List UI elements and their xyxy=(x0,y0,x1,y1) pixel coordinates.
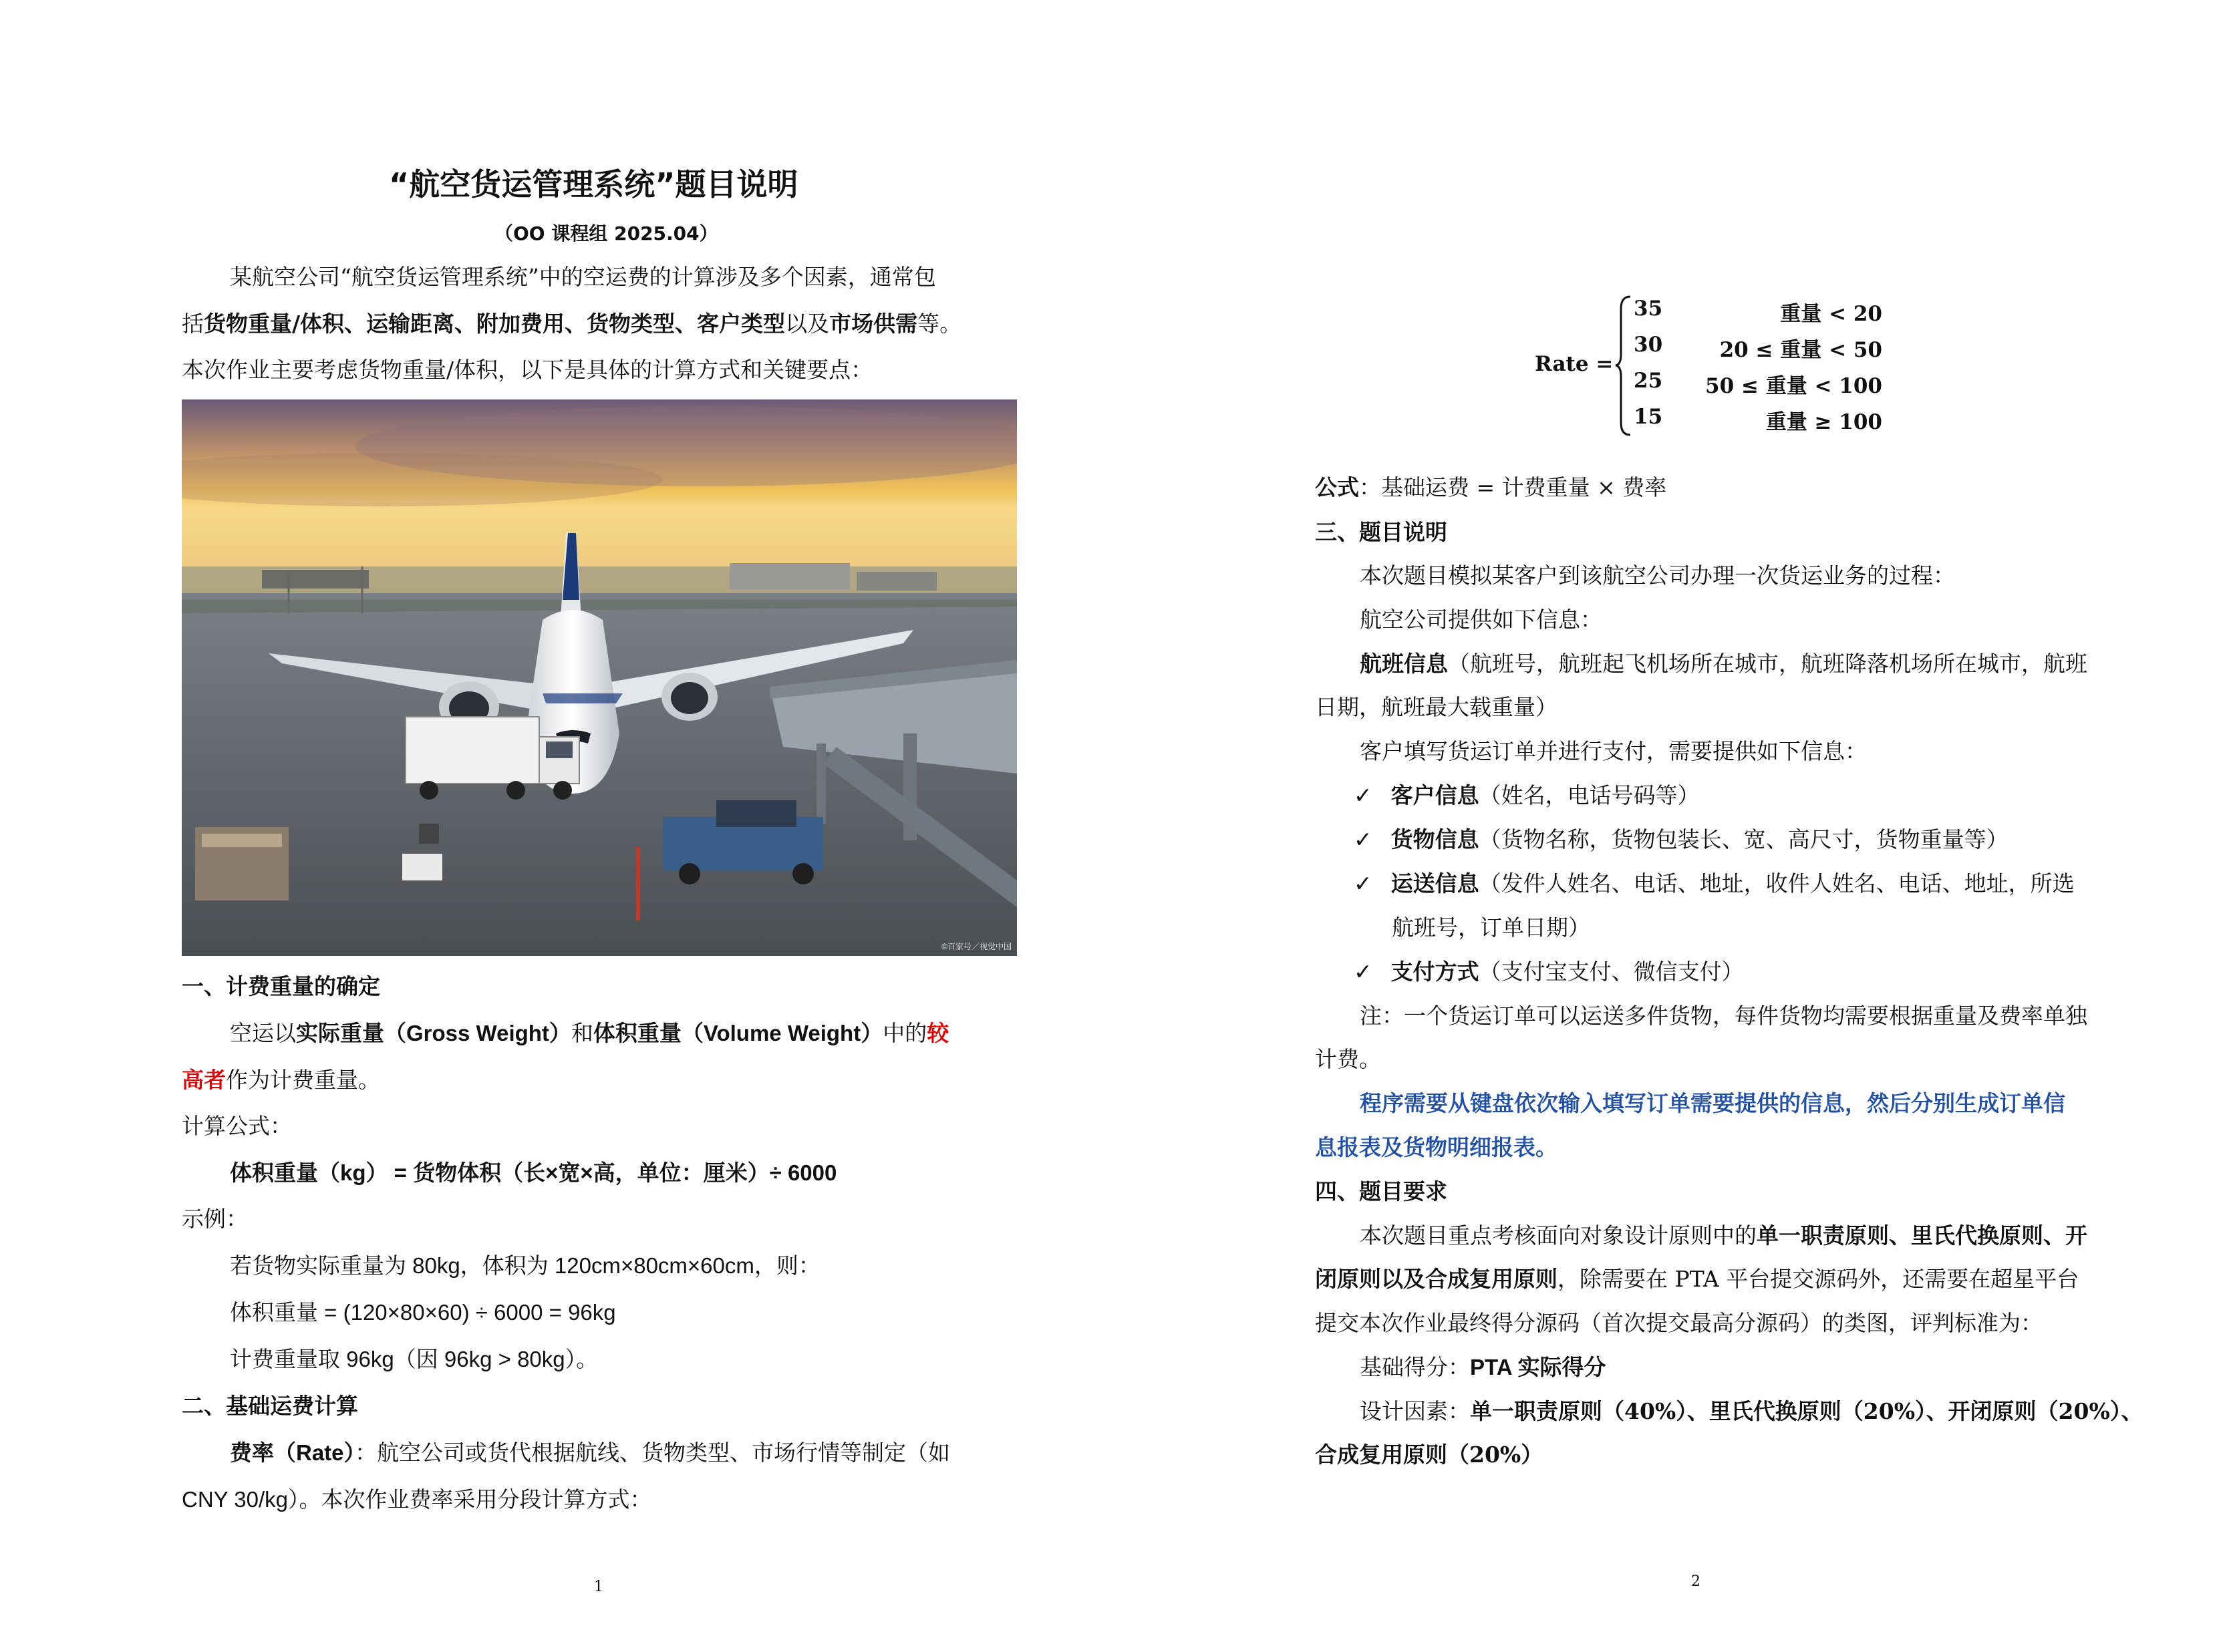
volume-weight-formula: 体积重量（kg） = 货物体积（长×宽×高，单位：厘米）÷ 6000 xyxy=(230,1160,837,1185)
example-line-1: 若货物实际重量为 80kg，体积为 120cm×80cm×60cm，则： xyxy=(230,1253,821,1278)
rate-row-condition: 20 ≤ 重量 < 50 xyxy=(1719,338,1882,362)
program-requirement-line-2: 息报表及货物明细报表。 xyxy=(1315,1134,1557,1160)
rate-row-condition: 50 ≤ 重量 < 100 xyxy=(1705,374,1882,398)
section-1-para-line-1: 空运以实际重量（Gross Weight）和体积重量（Volume Weight）中的较 xyxy=(230,1020,949,1046)
rate-row-value: 30 xyxy=(1634,333,1663,357)
page-1 xyxy=(0,0,1114,1652)
example-line-2: 体积重量 = (120×80×60) ÷ 6000 = 96kg xyxy=(230,1300,616,1325)
note-line-1: 注：一个货运订单可以运送多件货物，每件货物均需要根据重量及费率单独 xyxy=(1360,1003,2087,1029)
section-2-para-line-1: 费率（Rate）：航空公司或货代根据航线、货物类型、市场行情等制定（如 xyxy=(230,1440,951,1466)
design-factors-line-2: 合成复用原则（20%） xyxy=(1315,1442,1543,1468)
page-number: 2 xyxy=(1691,1573,1700,1590)
rate-row-condition: 重量 ≥ 100 xyxy=(1765,410,1882,434)
section-4-para-line-1: 本次题目重点考核面向对象设计原则中的单一职责原则、里氏代换原则、开 xyxy=(1360,1222,2087,1249)
rate-formula-lhs: Rate = xyxy=(1535,352,1614,376)
checklist-item: ✓ 支付方式（支付宝支付、微信支付） xyxy=(1354,959,1744,985)
flight-info-line-1: 航班信息（航班号，航班起飞机场所在城市，航班降落机场所在城市，航班 xyxy=(1360,651,2087,677)
left-brace-icon xyxy=(1613,294,1633,438)
checkmark-icon: ✓ xyxy=(1354,826,1372,852)
checklist-item: ✓ 货物信息（货物名称，货物包装长、宽、高尺寸，货物重量等） xyxy=(1354,826,2009,852)
section-3-heading: 三、题目说明 xyxy=(1315,519,1447,545)
base-score-line: 基础得分：PTA 实际得分 xyxy=(1360,1354,1606,1380)
section-2-para-line-2: CNY 30/kg）。本次作业费率采用分段计算方式： xyxy=(182,1487,652,1512)
intro-line-2: 括货物重量/体积、运输距离、附加费用、货物类型、客户类型以及市场供需等。 xyxy=(182,311,962,337)
example-label: 示例： xyxy=(182,1206,248,1232)
checkmark-icon: ✓ xyxy=(1354,782,1372,808)
rate-piecewise-formula xyxy=(1535,287,1882,441)
checklist-item: ✓ 客户信息（姓名，电话号码等） xyxy=(1354,782,1700,808)
checklist-item: ✓ 运送信息（发件人姓名、电话、地址，收件人姓名、电话、地址，所选 xyxy=(1354,870,2075,896)
rate-row-value: 35 xyxy=(1634,297,1663,321)
formula-label: 计算公式： xyxy=(182,1113,292,1139)
intro-line-1: 某航空公司“航空货运管理系统”中的空运费的计算涉及多个因素，通常包 xyxy=(230,264,936,290)
base-fare-formula: 公式：基础运费 = 计费重量 × 费率 xyxy=(1315,474,1667,500)
section-3-para-1: 本次题目模拟某客户到该航空公司办理一次货运业务的过程： xyxy=(1360,562,1955,589)
section-3-para-2: 航空公司提供如下信息： xyxy=(1360,607,1602,633)
design-factors-line-1: 设计因素：单一职责原则（40%）、里氏代换原则（20%）、开闭原则（20%）、 xyxy=(1360,1398,2143,1424)
section-4-para-line-2: 闭原则以及合成复用原则，除需要在 PTA 平台提交源码外，还需要在超星平台 xyxy=(1315,1266,2079,1292)
checkmark-icon: ✓ xyxy=(1354,870,1372,896)
section-1-heading: 一、计费重量的确定 xyxy=(182,973,380,999)
section-1-para-line-2: 高者作为计费重量。 xyxy=(182,1067,380,1093)
section-2-heading: 二、基础运费计算 xyxy=(182,1393,358,1419)
intro-line-3: 本次作业主要考虑货物重量/体积，以下是具体的计算方式和关键要点： xyxy=(182,357,873,383)
note-line-2: 计费。 xyxy=(1315,1046,1381,1072)
document-title: “航空货运管理系统”题目说明 xyxy=(389,166,798,202)
page-number: 1 xyxy=(594,1579,603,1595)
program-requirement-line-1: 程序需要从键盘依次输入填写订单需要提供的信息，然后分别生成订单信 xyxy=(1360,1090,2065,1116)
section-4-heading: 四、题目要求 xyxy=(1315,1178,1447,1204)
photo-caption: ©百家号／视觉中国 xyxy=(941,942,1012,951)
checkmark-icon: ✓ xyxy=(1354,959,1372,985)
document-subtitle: （OO 课程组 2025.04） xyxy=(494,222,718,244)
section-3-para-3: 客户填写货运订单并进行支付，需要提供如下信息： xyxy=(1360,738,1867,764)
checklist-item-continuation: 航班号，订单日期） xyxy=(1392,915,1590,941)
rate-row-value: 25 xyxy=(1634,369,1663,393)
rate-row-value: 15 xyxy=(1634,405,1663,429)
section-4-para-line-3: 提交本次作业最终得分源码（首次提交最高分源码）的类图，评判标准为： xyxy=(1315,1310,2043,1336)
flight-info-line-2: 日期，航班最大载重量） xyxy=(1315,694,1557,720)
example-line-3: 计费重量取 96kg（因 96kg > 80kg）。 xyxy=(230,1347,599,1371)
rate-row-condition: 重量 < 20 xyxy=(1780,302,1882,326)
airport-cargo-photo xyxy=(182,399,1017,956)
